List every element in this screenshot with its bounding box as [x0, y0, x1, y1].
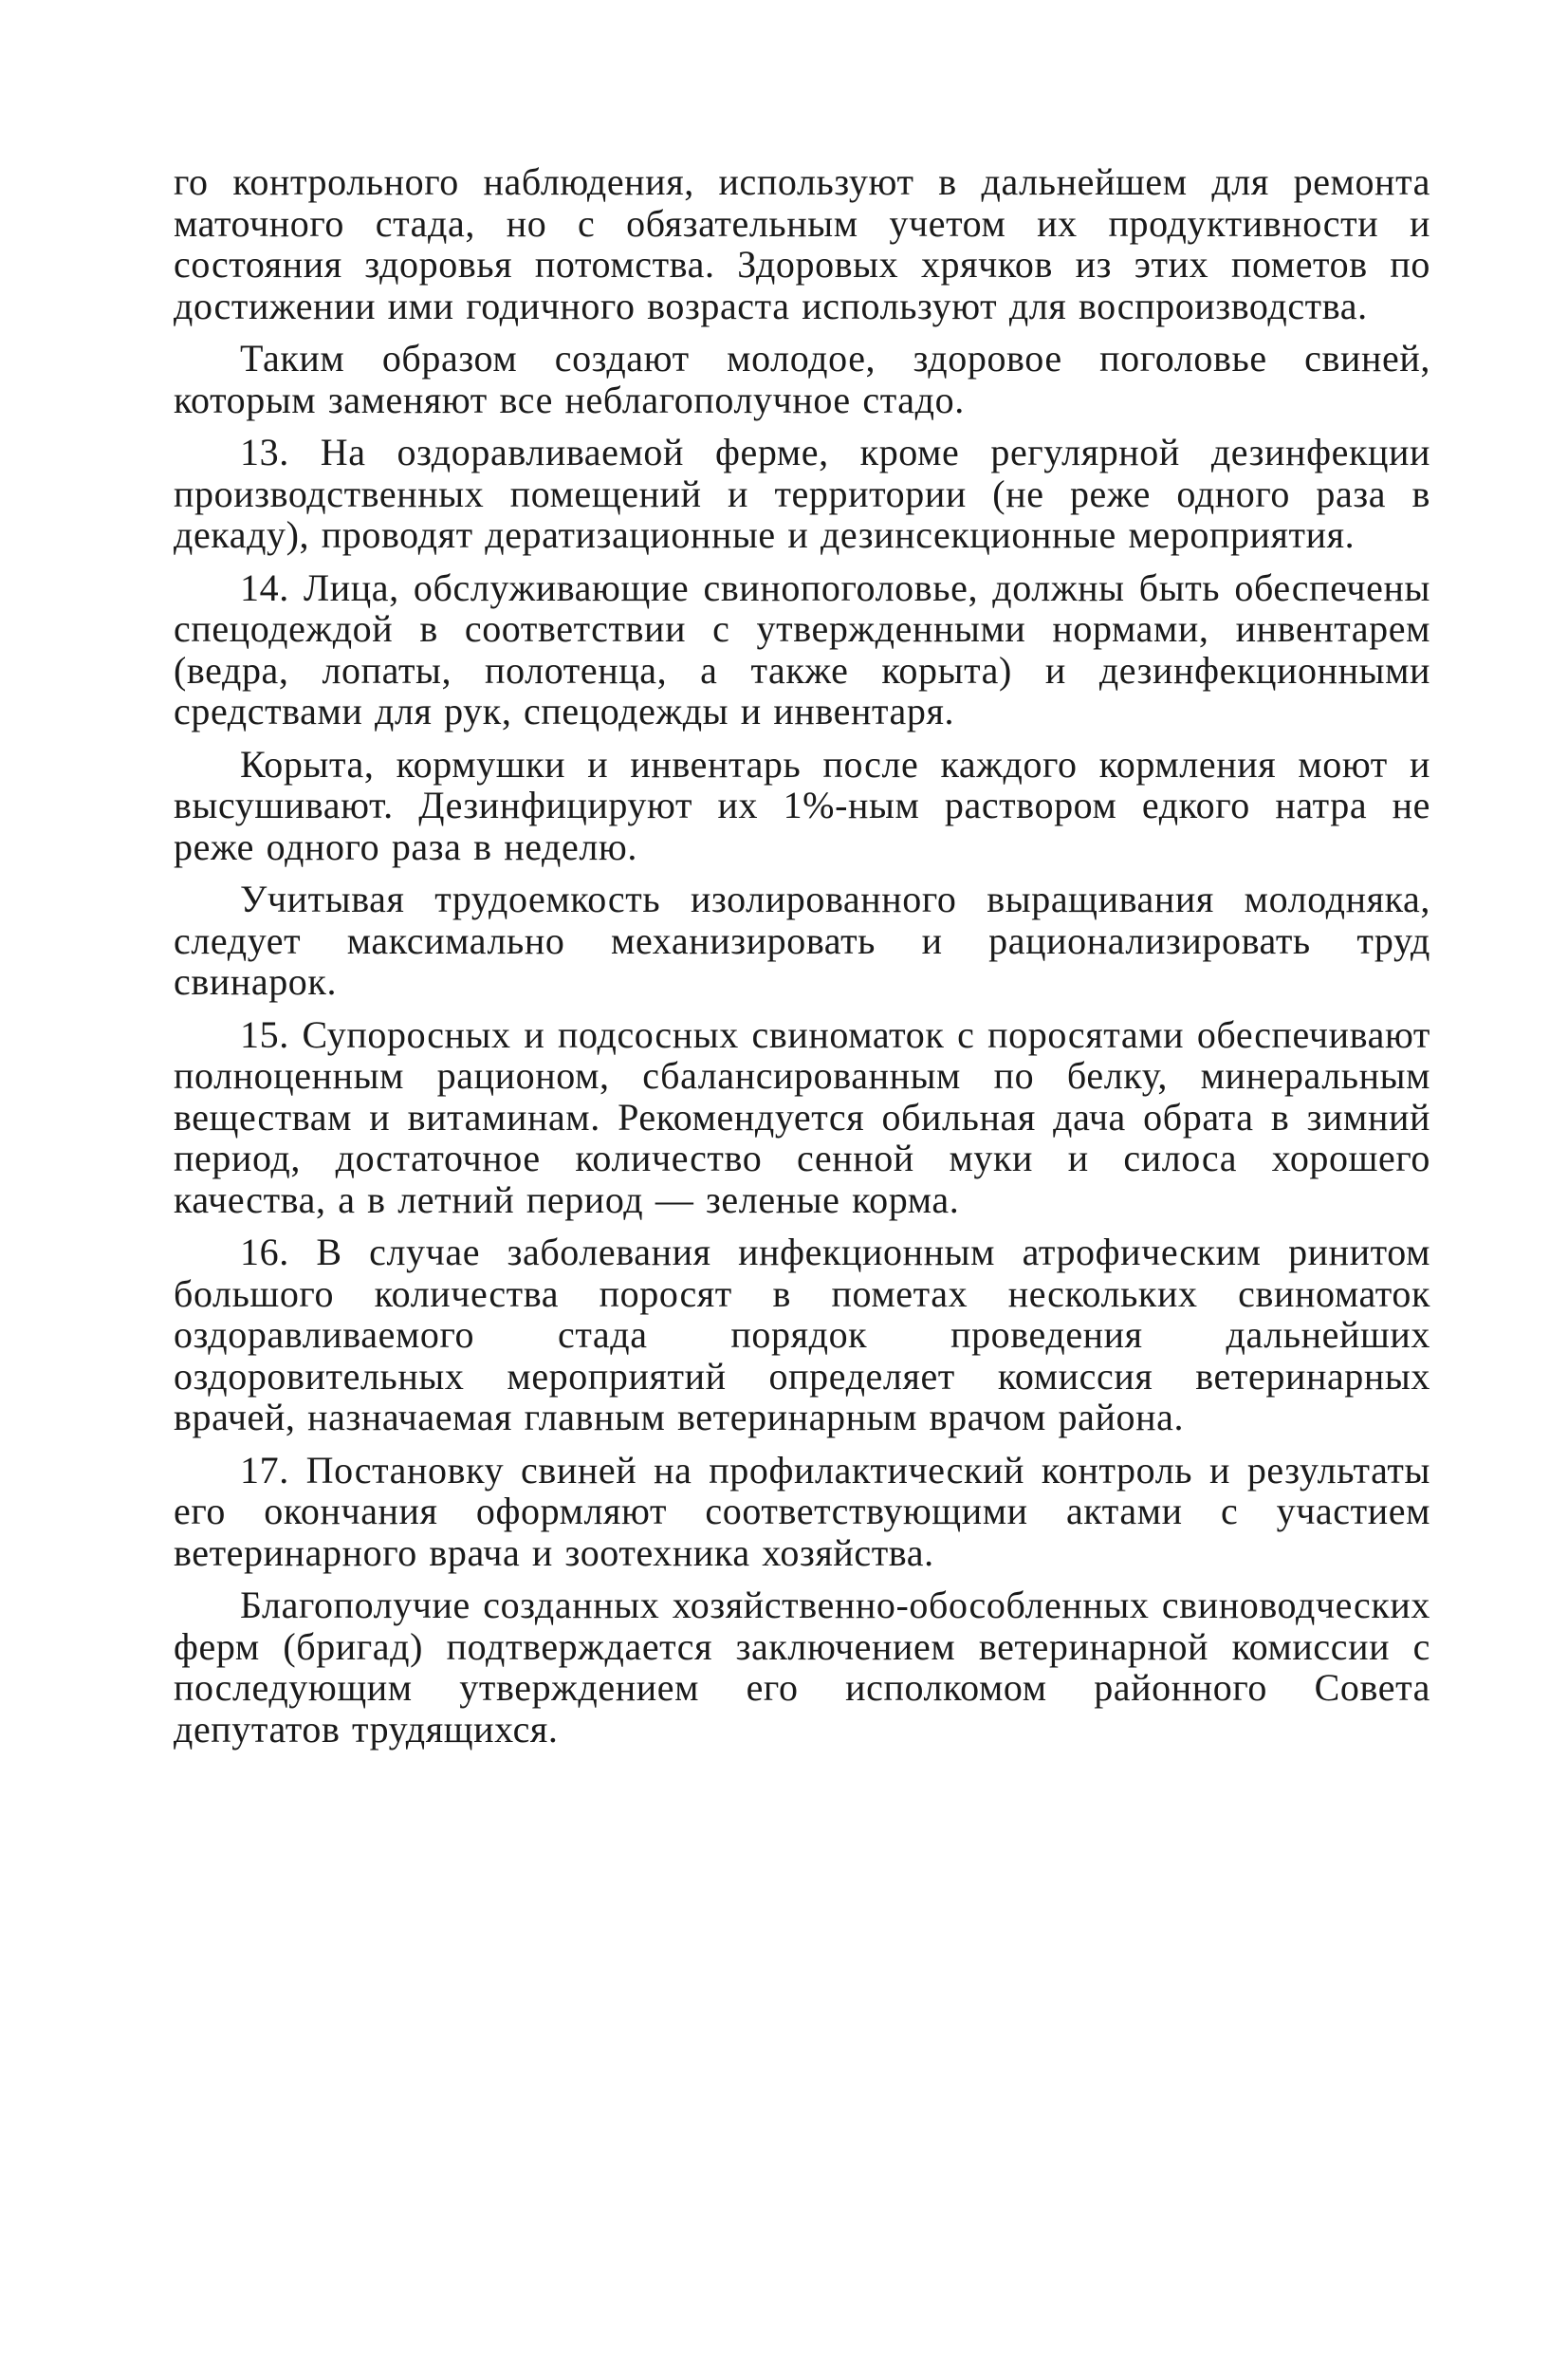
paragraph-item-14: 14. Лица, обслуживающие свинопоголовье, должны быть обеспечены спецодеждой в соответствии с утвержденными нормами, инвентарем (ведра, лопаты, полотенца, а также корыта) и дезинфекционными средствами для рук, спецодежды и инвентаря. [174, 565, 1430, 732]
paragraph-item-17: 17. Постановку свиней на профилактический контроль и результаты его окончания оформляют соответствующими актами с участием ветеринарного врача и зоотехника хозяйства. [174, 1448, 1430, 1574]
paragraph-labor: Учитывая трудоемкость изолированного выращивания молодняка, следует максимально механизировать и рационализировать труд свинарок. [174, 878, 1430, 1003]
paragraph-summary: Таким образом создают молодое, здоровое поголовье свиней, которым заменяют все неблагополучное стадо. [174, 337, 1430, 421]
body-text [174, 161, 1430, 1761]
paragraph-continuation: го контрольного наблюдения, используют в дальнейшем для ремонта маточного стада, но с обязательным учетом их продуктивности и состояния здоровья потомства. Здоровых хрячков из этих пометов по достижении ими годичного возраста используют для воспроизводства. [174, 160, 1430, 327]
paragraph-troughs: Корыта, кормушки и инвентарь после каждого кормления моют и высушивают. Дезинфицируют их 1%-ным раствором едкого натра не реже одного раза в неделю. [174, 742, 1430, 868]
paragraph-item-16: 16. В случае заболевания инфекционным атрофическим ринитом большого количества поросят в пометах нескольких свиноматок оздоравливаемого стада порядок проведения дальнейших оздоровительных мероприятий определяет комиссия ветеринарных врачей, назначаемая главным ветеринарным врачом района. [174, 1231, 1430, 1438]
paragraph-item-15: 15. Супоросных и подсосных свиноматок с поросятами обеспечивают полноценным рационом, сбалансированным по белку, минеральным веществам и витаминам. Рекомендуется обильная дача обрата в зимний период, достаточное количество сенной муки и силоса хорошего качества, а в летний период — зеленые корма. [174, 1012, 1430, 1221]
paragraph-conclusion: Благополучие созданных хозяйственно-обособленных свиноводческих ферм (бригад) подтверждается заключением ветеринарной комиссии с последующим утверждением его исполкомом районного Совета депутатов трудящихся. [174, 1584, 1430, 1751]
paragraph-item-13: 13. На оздоравливаемой ферме, кроме регулярной дезинфекции производственных помещений и территории (не реже одного раза в декаду), проводят дератизационные и дезинсекционные мероприятия. [174, 431, 1430, 556]
